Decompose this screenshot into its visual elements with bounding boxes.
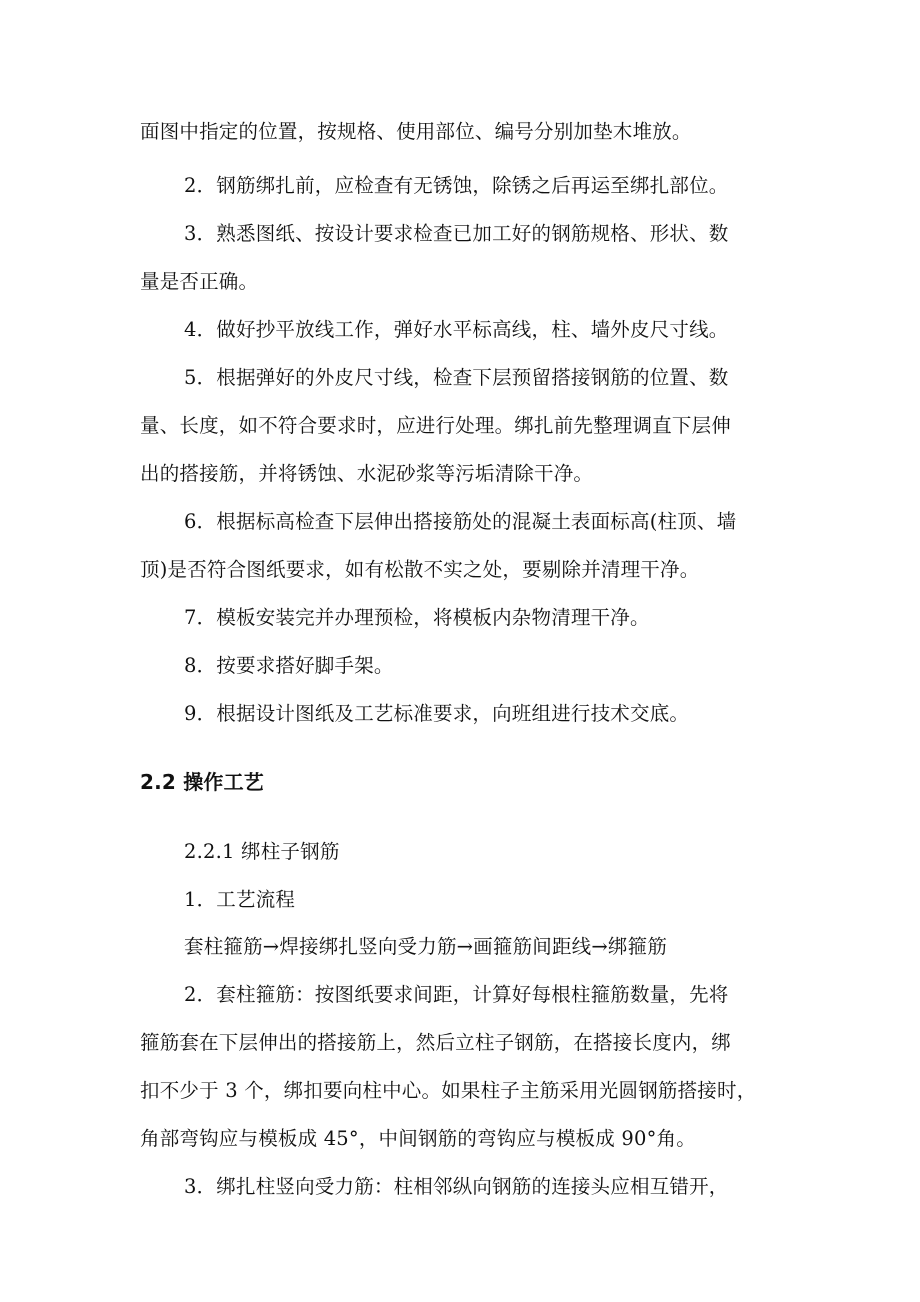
text-line-18: 2．套柱箍筋：按图纸要求间距，计算好每根柱箍筋数量，先将 xyxy=(184,983,729,1006)
text-line-10: 顶)是否符合图纸要求，如有松散不实之处，要剔除并清理干净。 xyxy=(140,558,700,581)
text-line-21: 角部弯钩应与模板成 45°，中间钢筋的弯钩应与模板成 90°角。 xyxy=(140,1127,696,1150)
text-line-1: 面图中指定的位置，按规格、使用部位、编号分别加垫木堆放。 xyxy=(140,120,692,143)
text-line-2: 2．钢筋绑扎前，应检查有无锈蚀，除锈之后再运至绑扎部位。 xyxy=(184,174,729,197)
process-flow-line: 套柱箍筋→焊接绑扎竖向受力筋→画箍筋间距线→绑箍筋 xyxy=(184,935,668,958)
text-line-12: 8．按要求搭好脚手架。 xyxy=(184,654,394,677)
section-heading: 2.2 操作工艺 xyxy=(140,770,264,794)
text-line-13: 9．根据设计图纸及工艺标准要求，向班组进行技术交底。 xyxy=(184,702,690,725)
subsection-heading: 2.2.1 绑柱子钢筋 xyxy=(184,840,340,863)
text-line-8: 出的搭接筋，并将锈蚀、水泥砂浆等污垢清除干净。 xyxy=(140,462,594,485)
text-line-9: 6．根据标高检查下层伸出搭接筋处的混凝土表面标高(柱顶、墙 xyxy=(184,510,737,533)
text-line-7: 量、长度，如不符合要求时，应进行处理。绑扎前先整理调直下层伸 xyxy=(140,414,732,437)
text-line-22: 3．绑扎柱竖向受力筋：柱相邻纵向钢筋的连接头应相互错开， xyxy=(184,1175,729,1198)
text-line-5: 4．做好抄平放线工作，弹好水平标高线，柱、墙外皮尺寸线。 xyxy=(184,318,729,341)
text-line-16: 1．工艺流程 xyxy=(184,888,296,911)
text-line-20: 扣不少于 3 个，绑扣要向柱中心。如果柱子主筋采用光圆钢筋搭接时， xyxy=(140,1079,757,1102)
text-line-6: 5．根据弹好的外皮尺寸线，检查下层预留搭接钢筋的位置、数 xyxy=(184,366,729,389)
text-line-4: 量是否正确。 xyxy=(140,270,259,293)
text-line-3: 3．熟悉图纸、按设计要求检查已加工好的钢筋规格、形状、数 xyxy=(184,222,729,245)
text-line-11: 7．模板安装完并办理预检，将模板内杂物清理干净。 xyxy=(184,606,650,629)
text-line-19: 箍筋套在下层伸出的搭接筋上，然后立柱子钢筋，在搭接长度内，绑 xyxy=(140,1031,732,1054)
